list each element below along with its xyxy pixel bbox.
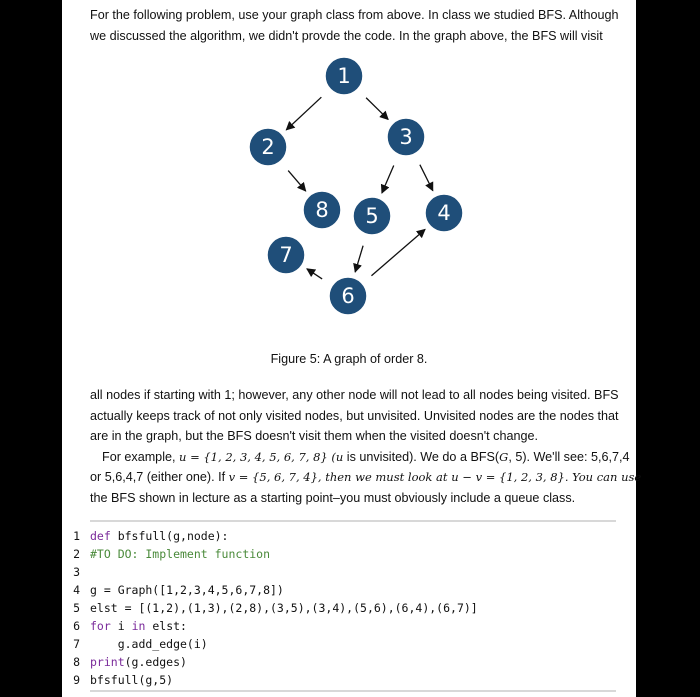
text-line: actually keeps track of not only visited nodes, but unvisited. Unvisited nodes are the nodes that xyxy=(90,408,619,423)
text-line: all nodes if starting with 1; however, any other node will not lead to all nodes being visited. BFS xyxy=(90,388,619,402)
graph-figure xyxy=(62,0,636,350)
node-label: 5 xyxy=(365,204,379,228)
line-number: 7 xyxy=(73,637,80,651)
graph-node-4 xyxy=(425,194,463,232)
edge-1-3 xyxy=(366,98,388,120)
edge-3-4 xyxy=(420,165,433,191)
code-line: 2 #TO DO: Implement function xyxy=(62,545,636,563)
line-number: 8 xyxy=(73,655,80,669)
node-label: 4 xyxy=(437,201,451,225)
example-line-1: For example, u = {1, 2, 3, 4, 5, 6, 7, 8} (u is unvisited). We do a BFS(G, 5). We'll see: 5,6,7,4 xyxy=(102,449,630,464)
example-line-2: or 5,6,4,7 (either one). If v = {5, 6, 7, 4}, then we must look at u − v = {1, 2, 3, 8}. You can use xyxy=(90,470,642,484)
code-listing xyxy=(62,527,636,689)
line-number: 3 xyxy=(73,565,80,579)
edge-5-6 xyxy=(355,246,363,272)
code-line: 9 bfsfull(g,5) xyxy=(62,671,636,689)
code-line: 7 g.add_edge(i) xyxy=(62,635,636,653)
code-line: 8 print(g.edges) xyxy=(62,653,636,671)
code-line: 5 elst = [(1,2),(1,3),(2,8),(3,5),(3,4),(5,6),(6,4),(6,7)] xyxy=(62,599,636,617)
edge-3-5 xyxy=(382,165,394,193)
text-line: For the following problem, use your graph class from above. In class we studied BFS. Although xyxy=(90,8,619,22)
node-label: 2 xyxy=(261,135,275,159)
code-line: 6 for i in elst: xyxy=(62,617,636,635)
node-label: 8 xyxy=(315,198,329,222)
line-number: 5 xyxy=(73,601,80,615)
graph-node-8 xyxy=(303,191,341,229)
line-number: 2 xyxy=(73,547,80,561)
edge-1-2 xyxy=(286,97,321,130)
line-number: 1 xyxy=(73,529,80,543)
line-number: 6 xyxy=(73,619,80,633)
node-label: 3 xyxy=(399,125,413,149)
node-label: 1 xyxy=(337,64,351,88)
code-line: 4 g = Graph([1,2,3,4,5,6,7,8]) xyxy=(62,581,636,599)
graph-node-6 xyxy=(329,277,367,315)
line-number: 9 xyxy=(73,673,80,687)
code-line xyxy=(62,563,636,581)
edge-6-7 xyxy=(307,269,322,279)
graph-node-5 xyxy=(353,197,391,235)
graph-node-3 xyxy=(387,118,425,156)
line-number: 4 xyxy=(73,583,80,597)
text-line: are in the graph, but the BFS doesn't visit them when the visited doesn't change. xyxy=(90,429,538,443)
code-bottom-rule xyxy=(90,690,616,692)
body-paragraph xyxy=(90,385,642,508)
node-label: 7 xyxy=(279,243,293,267)
graph-node-7 xyxy=(267,236,305,274)
edge-2-8 xyxy=(288,171,306,191)
edge-6-4 xyxy=(371,229,425,275)
code-line: 1 def bfsfull(g,node): xyxy=(62,527,636,545)
graph-node-1 xyxy=(325,57,363,95)
text-line: we discussed the algorithm, we didn't provde the code. In the graph above, the BFS will visit xyxy=(90,28,603,43)
figure-caption: Figure 5: A graph of order 8. xyxy=(270,352,428,366)
graph-node-2 xyxy=(249,128,287,166)
code-top-rule xyxy=(90,520,616,522)
node-label: 6 xyxy=(341,284,355,308)
text-line: the BFS shown in lecture as a starting point–you must obviously include a queue class. xyxy=(90,490,576,505)
document-page xyxy=(62,0,642,697)
